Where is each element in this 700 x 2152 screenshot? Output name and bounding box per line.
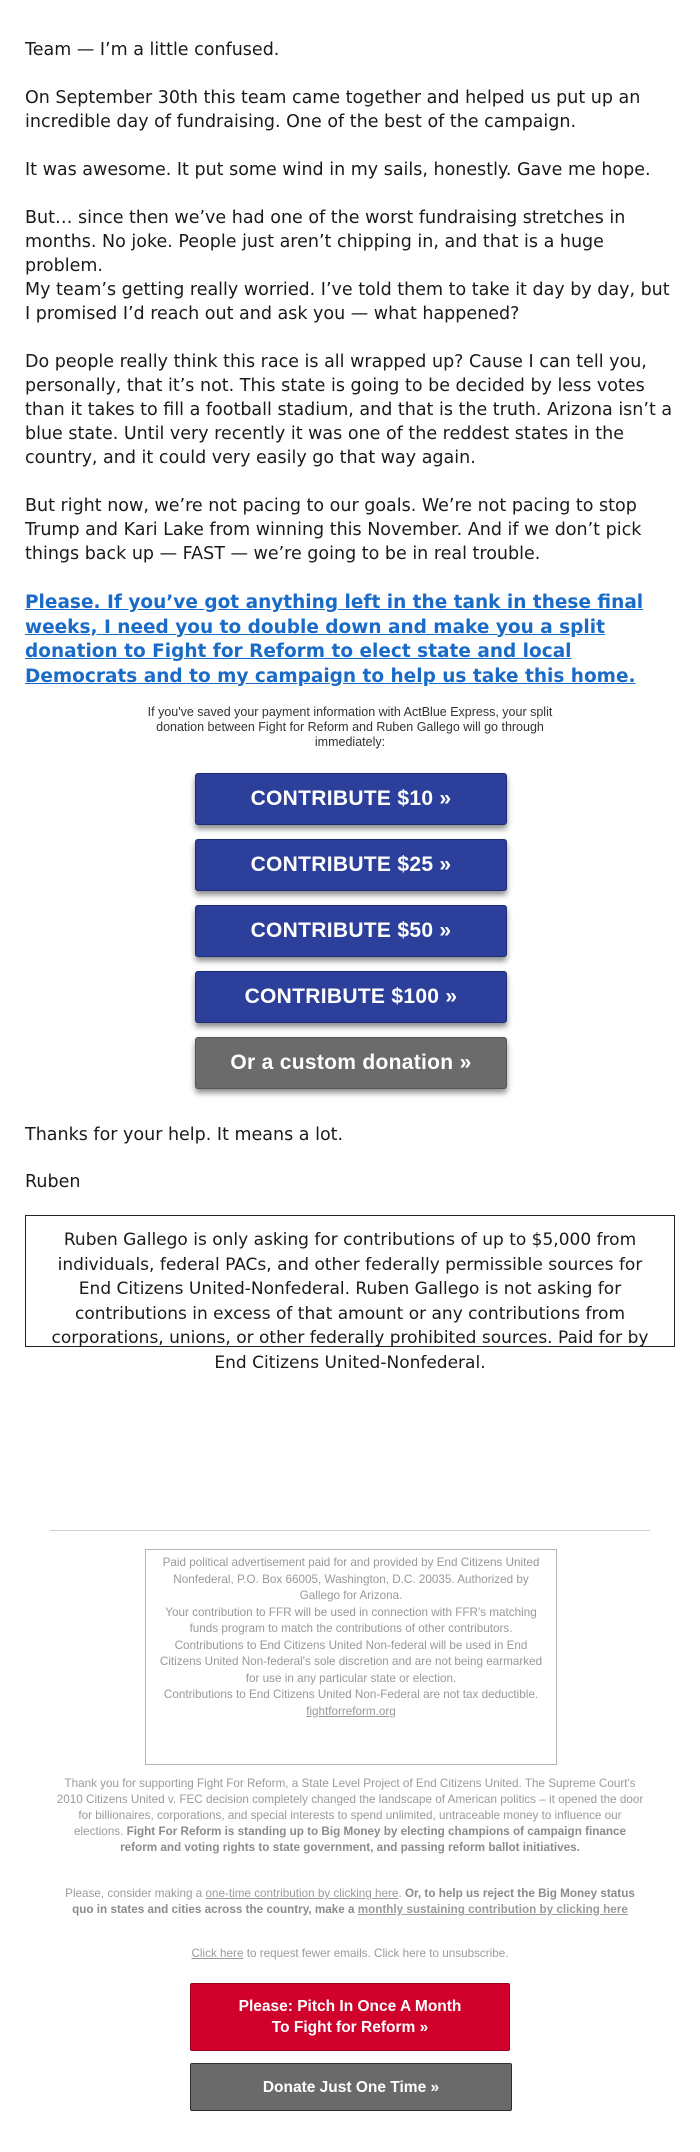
footer-divider: [50, 1530, 650, 1531]
greeting: Team — I’m a little confused.: [25, 40, 280, 60]
legal-earmark: Contributions to End Citizens United Non-federal will be used in End Citizens United Non-federal's sole discretion and are not being earmarked for use in any particular state or election.: [159, 1638, 543, 1685]
legal-paid-for: Paid political advertisement paid for and provided by End Citizens United Nonfederal, P.O. Box 66005, Washington, D.C. 20035. Authorized by Gallego for Arizona.: [162, 1556, 540, 1602]
contribute-100-button[interactable]: CONTRIBUTE $100 »: [195, 971, 507, 1023]
unsubscribe-text[interactable]: to request fewer emails. Click here to unsubscribe.: [246, 1947, 509, 1960]
one-time-contribution-link[interactable]: one-time contribution by clicking here: [205, 1887, 399, 1900]
paragraph-2: It was awesome. It put some wind in my sails, honestly. Gave me hope.: [25, 160, 651, 180]
signature: Ruben: [25, 1172, 81, 1192]
consider-text: Please, consider making a: [65, 1887, 203, 1900]
legal-tax: Contributions to End Citizens United Non-Federal are not tax deductible.: [163, 1688, 539, 1701]
consider-bold-text: Or, to help us reject the Big Money status quo in states and cities across the country, make a: [72, 1887, 635, 1916]
paragraph-3: But… since then we’ve had one of the worst fundraising stretches in months. No joke. People just aren’t chipping in, and that is a huge problem.: [25, 208, 626, 276]
about-text: Thank you for supporting Fight For Reform, a State Level Project of End Citizens United. The Supreme Court's 2010 Citizens United v. FEC decision completely changed the landscape of American politics – it opened the door for billionaires, corporations, and special interests to spend unlimited, untraceable money to influence our elections.: [56, 1777, 644, 1838]
custom-donation-button[interactable]: Or a custom donation »: [195, 1037, 507, 1089]
fewer-emails-line: [55, 1946, 645, 1962]
contribute-25-button[interactable]: CONTRIBUTE $25 »: [195, 839, 507, 891]
paragraph-1: On September 30th this team came together and helped us put up an incredible day of fundraising. One of the best of the campaign.: [25, 88, 641, 132]
fewer-emails-link[interactable]: Click here: [191, 1947, 244, 1960]
paragraph-5: Do people really think this race is all wrapped up? Cause I can tell you, personally, that it’s not. This state is going to be decided by less votes than it takes to fill a football stadium, and that is the truth. Arizona isn’t a blue state. Until very recently it was one of the reddest states in the country, and it could very easily go that way again.: [25, 352, 673, 468]
paragraph-6: But right now, we’re not pacing to our goals. We’re not pacing to stop Trump and Kari Lake from winning this November. And if we don’t pick things back up — FAST — we’re going to be in real trouble.: [25, 496, 642, 564]
contribute-50-button[interactable]: CONTRIBUTE $50 »: [195, 905, 507, 957]
about-paragraph: [55, 1776, 645, 1856]
split-donation-link[interactable]: Please. If you’ve got anything left in the tank in these final weeks, I need you to double down and make you a split donation to Fight for Reform to elect state and local Democrats and to my campaign to help us take this home.: [25, 592, 644, 687]
about-bold-text: Fight For Reform is standing up to Big Money by electing champions of campaign finance reform and voting rights to state government, and passing reform ballot initiatives.: [120, 1825, 626, 1854]
one-time-donation-button[interactable]: Donate Just One Time »: [190, 2063, 512, 2111]
paragraph-4: My team’s getting really worried. I’ve told them to take it day by day, but I promised I’d reach out and ask you — what happened?: [25, 280, 670, 324]
site-link[interactable]: fightforreform.org: [306, 1704, 396, 1718]
monthly-donation-button[interactable]: Please: Pitch In Once A Month To Fight for Reform »: [190, 1983, 510, 2051]
monthly-contribution-link[interactable]: monthly sustaining contribution by clicking here: [357, 1903, 628, 1916]
actblue-express-note: If you've saved your payment information with ActBlue Express, your split donation between Fight for Reform and Ruben Gallego will go through immediately:: [147, 705, 553, 749]
consider-paragraph: Please, consider making a one-time contribution by clicking here. Or, to help us reject the Big Money status quo in states and cities across the country, make a monthly sustaining contribution by clicking here: [65, 1887, 635, 1916]
thanks-text: Thanks for your help. It means a lot.: [25, 1125, 344, 1145]
legal-matching-funds: Your contribution to FFR will be used in connection with FFR's matching funds program to match the contributions of other contributors.: [165, 1605, 537, 1635]
legal-box: [145, 1549, 557, 1765]
contribute-10-button[interactable]: CONTRIBUTE $10 »: [195, 773, 507, 825]
disclaimer-box: Ruben Gallego is only asking for contributions of up to $5,000 from individuals, federal PACs, and other federally permissible sources for End Citizens United-Nonfederal. Ruben Gallego is not asking for contributions in excess of that amount or any contributions from corporations, unions, or other federally prohibited sources. Paid for by End Citizens United-Nonfederal.: [25, 1215, 675, 1347]
